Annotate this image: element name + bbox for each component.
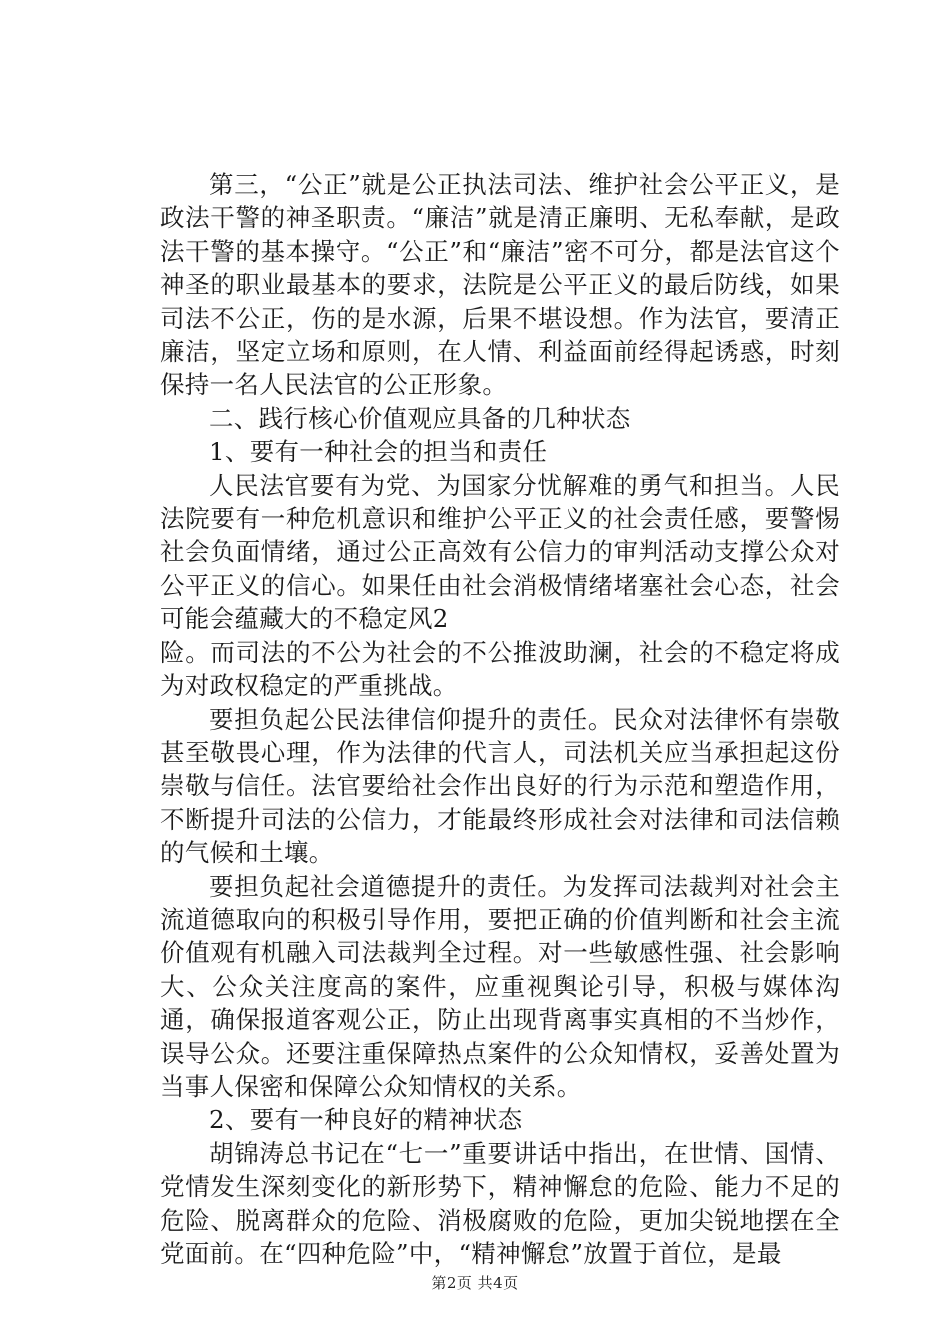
paragraph-continuation-risk: 险。而司法的不公为社会的不公推波助澜，社会的不稳定将成为对政权稳定的严重挑战。 xyxy=(160,637,840,701)
paragraph-courage-responsibility: 人民法官要有为党、为国家分忧解难的勇气和担当。人民法院要有一种危机意识和维护公平正义的社会责任感，要警惕社会负面情绪，通过公正高效有公信力的审判活动支撑公众对公平正义的信心。如果任由社会消极情绪堵塞社会心态，社会可能会蕴藏大的不稳定风2 xyxy=(160,470,840,634)
subheading-spirit: 2、要有一种良好的精神状态 xyxy=(209,1105,523,1135)
paragraph-legal-faith: 要担负起公民法律信仰提升的责任。民众对法律怀有崇敬甚至敬畏心理，作为法律的代言人，司法机关应当承担起这份崇敬与信任。法官要给社会作出良好的行为示范和塑造作用，不断提升司法的公信力，才能最终形成社会对法律和司法信赖的气候和土壤。 xyxy=(160,704,840,868)
section-heading-states: 二、践行核心价值观应具备的几种状态 xyxy=(209,403,631,433)
document-body xyxy=(160,168,840,1270)
subheading-responsibility: 1、要有一种社会的担当和责任 xyxy=(209,437,548,467)
paragraph-fairness-integrity: 第三，“公正”就是公正执法司法、维护社会公平正义，是政法干警的神圣职责。“廉洁”就是清正廉明、无私奉献，是政法干警的基本操守。“公正”和“廉洁”密不可分，都是法官这个神圣的职业最基本的要求，法院是公平正义的最后防线，如果司法不公正，伤的是水源，后果不堪设想。作为法官，要清正廉洁，坚定立场和原则，在人情、利益面前经得起诱惑，时刻保持一名人民法官的公正形象。 xyxy=(160,170,840,400)
page-number-footer: 第2页 共4页 xyxy=(431,1274,519,1292)
paragraph-four-dangers: 胡锦涛总书记在“七一”重要讲话中指出，在世情、国情、党情发生深刻变化的新形势下，精神懈怠的危险、能力不足的危险、脱离群众的危险、消极腐败的危险，更加尖锐地摆在全党面前。在“四种危险”中，“精神懈怠”放置于首位，是最 xyxy=(160,1138,840,1268)
paragraph-moral-responsibility: 要担负起社会道德提升的责任。为发挥司法裁判对社会主流道德取向的积极引导作用，要把正确的价值判断和社会主流价值观有机融入司法裁判全过程。对一些敏感性强、社会影响大、公众关注度高的案件，应重视舆论引导，积极与媒体沟通，确保报道客观公正，防止出现背离事实真相的不当炒作，误导公众。还要注重保障热点案件的公众知情权，妥善处置为当事人保密和保障公众知情权的关系。 xyxy=(160,871,840,1101)
